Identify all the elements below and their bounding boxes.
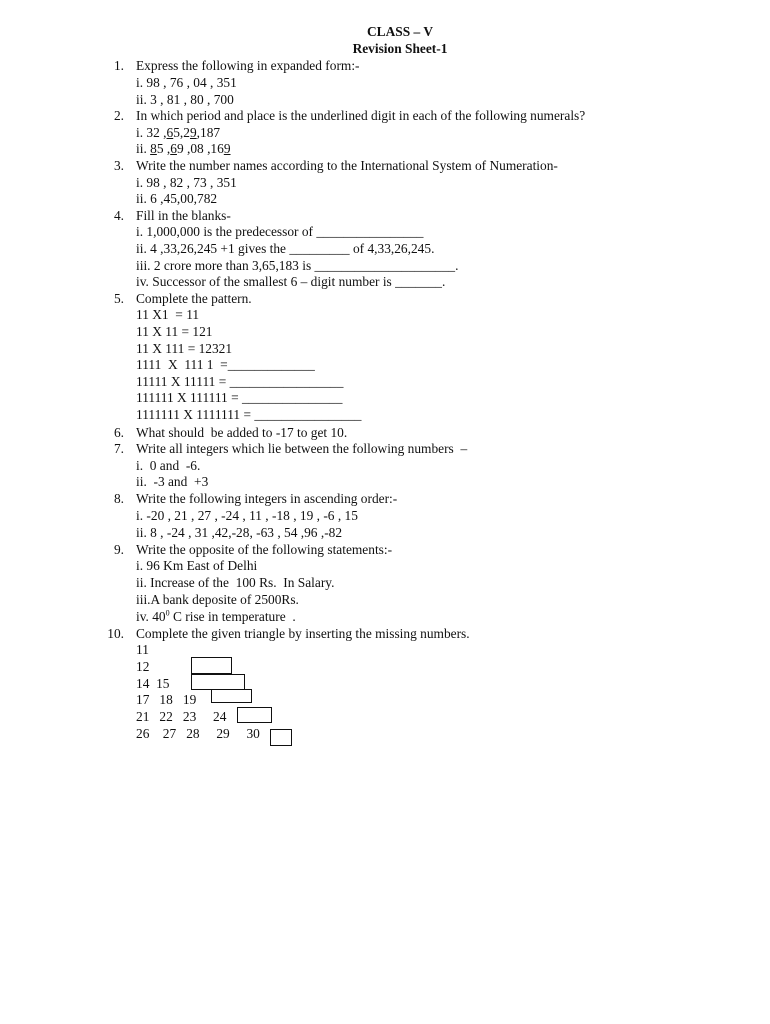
sheet-title: Revision Sheet-1 [352,41,448,56]
question-text: Write the number names according to the International System of Numeration- [136,158,558,173]
pattern-line: 1111111 X 1111111 = ________________ [136,407,362,422]
triangle-row: 12 [136,659,150,674]
answer-box[interactable] [270,729,292,746]
triangle-row: 11 [136,642,149,657]
question-item: ii. 85 ,69 ,08 ,169 [136,141,231,156]
question-item: ii. 4 ,33,26,245 +1 gives the _________ of 4,33,26,245. [136,241,435,256]
question-number: 5. [113,291,124,306]
triangle-row: 14 15 [136,676,170,691]
question-number: 1. [113,58,124,73]
degree-superscript: 0 [165,608,170,618]
question-item: iii. 2 crore more than 3,65,183 is _____________________. [136,258,459,273]
pattern-line: 11 X1 = 11 [136,307,200,322]
question-item: iii.A bank deposite of 2500Rs. [136,592,299,607]
class-heading: CLASS – V [367,24,433,39]
question-number: 9. [113,542,124,557]
question-text: Write all integers which lie between the following numbers – [136,441,468,456]
question-number: 8. [113,491,124,506]
question-number: 3. [113,158,124,173]
underlined-digit: 9 [223,141,231,156]
answer-box[interactable] [191,674,245,690]
underlined-digit: 6 [170,141,177,156]
pattern-line: 11 X 11 = 121 [136,324,213,339]
question-item: i. 32 ,65,29,187 [136,125,221,140]
triangle-row: 21 22 23 24 [136,709,227,724]
question-item: i. -20 , 21 , 27 , -24 , 11 , -18 , 19 , -6 , 15 [136,508,358,523]
answer-box[interactable] [191,657,232,674]
question-text: Complete the pattern. [136,291,252,306]
question-item: iv. Successor of the smallest 6 – digit number is _______. [136,274,446,289]
question-text: In which period and place is the underlined digit in each of the following numerals? [136,108,586,123]
question-text: Write the opposite of the following statements:- [136,542,393,557]
triangle-row: 26 27 28 29 30 [136,726,260,741]
question-number: 6. [113,425,124,440]
underlined-digit: 9 [189,125,197,140]
question-item: ii. 6 ,45,00,782 [136,191,218,206]
underlined-digit: 6 [166,125,174,140]
question-item: iv. $40^0$ C rise in temperature . [136,608,296,624]
pattern-line: 1111 X 111 1 =_____________ [136,357,315,372]
question-text: Express the following in expanded form:- [136,58,360,73]
question-text: Fill in the blanks- [136,208,231,223]
question-item: ii. 3 , 81 , 80 , 700 [136,92,234,107]
answer-box[interactable] [211,689,252,703]
triangle-row: 17 18 19 [136,692,197,707]
question-number: 7. [113,441,124,456]
question-text: Write the following integers in ascending order:- [136,491,398,506]
question-item: i. 96 Km East of Delhi [136,558,258,573]
pattern-line: 11 X 111 = 12321 [136,341,233,356]
question-number: 4. [113,208,124,223]
question-text: What should be added to -17 to get 10. [136,425,348,440]
question-text: Complete the given triangle by inserting the missing numbers. [136,626,470,641]
question-number: 10. [107,626,124,641]
question-item: ii. Increase of the 100 Rs. In Salary. [136,575,335,590]
question-item: i. 98 , 76 , 04 , 351 [136,75,237,90]
question-item: ii. 8 , -24 , 31 ,42,-28, -63 , 54 ,96 ,-82 [136,525,343,540]
question-item: i. 98 , 82 , 73 , 351 [136,175,237,190]
question-item: i. 1,000,000 is the predecessor of ________________ [136,224,424,239]
pattern-line: 11111 X 11111 = _________________ [136,374,344,389]
question-number: 2. [113,108,124,123]
question-item: i. 0 and -6. [136,458,201,473]
underlined-digit: 8 [150,141,157,156]
question-item: ii. -3 and +3 [136,474,209,489]
answer-box[interactable] [237,707,272,723]
pattern-line: 111111 X 111111 = _______________ [136,390,343,405]
